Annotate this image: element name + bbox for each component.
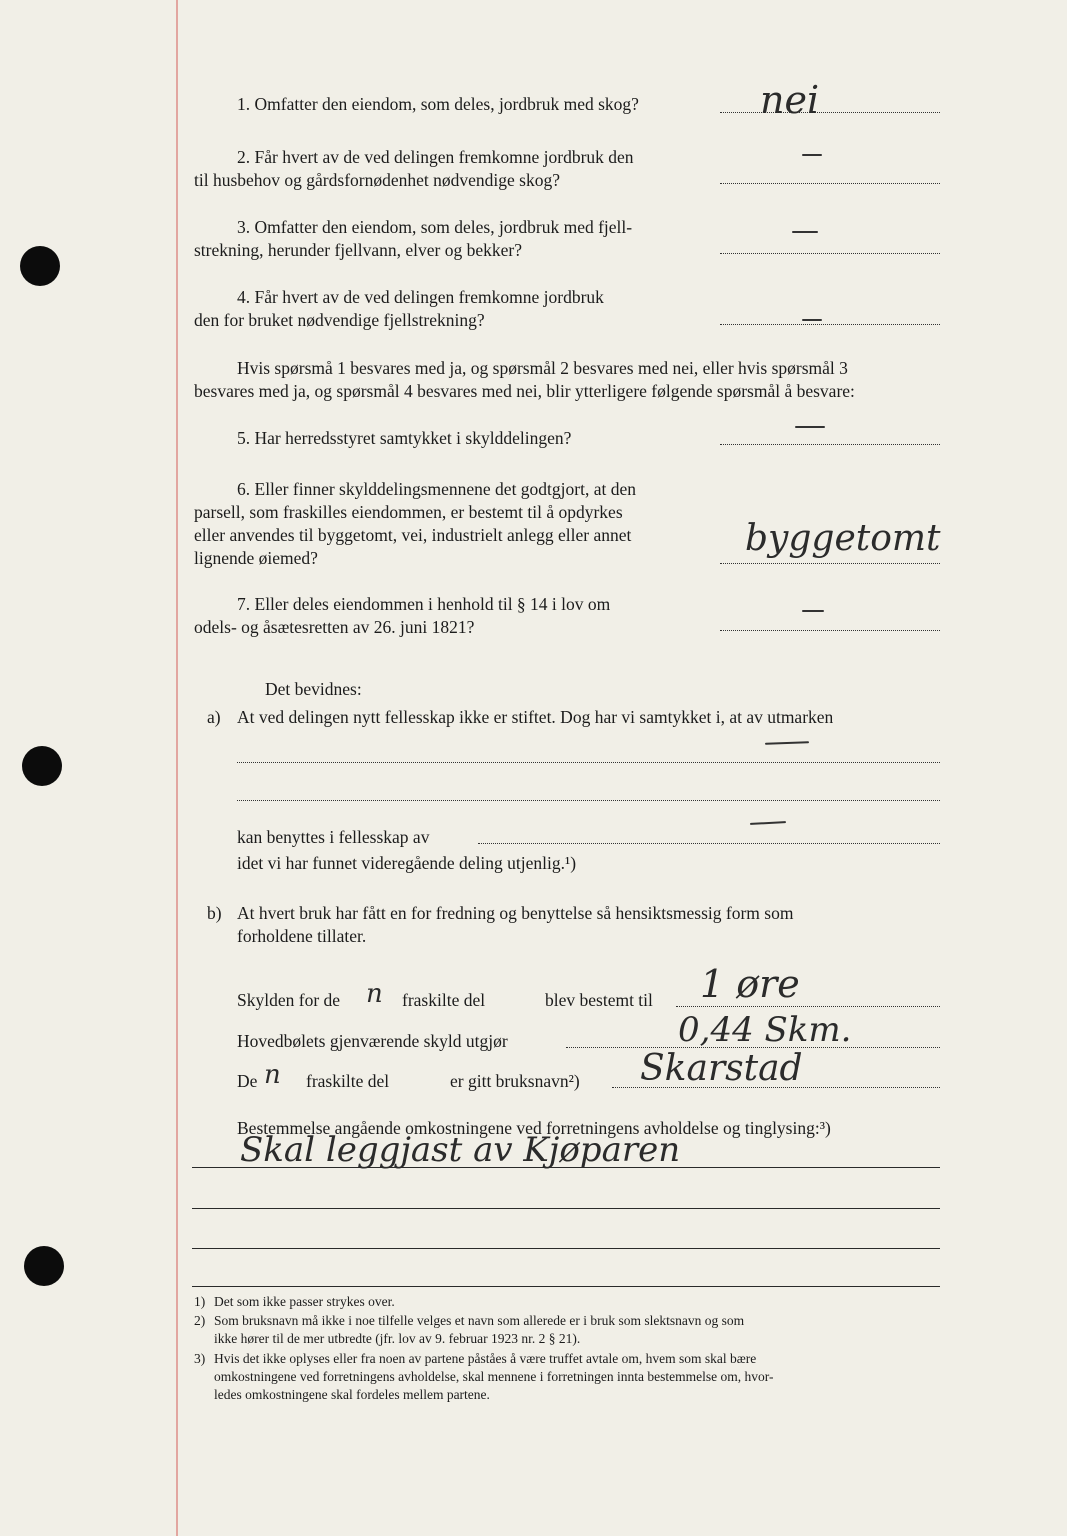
assessed-value-label-3: blev bestemt til	[545, 990, 653, 1010]
item-a-marker: a)	[207, 707, 221, 727]
question-3: 3. Omfatter den eiendom, som deles, jordbruk med fjell-	[237, 217, 633, 237]
item-a-text: At ved delingen nytt fellesskap ikke er stiftet. Dog har vi samtykket i, at av utmarken	[237, 707, 834, 727]
punch-hole	[22, 746, 62, 786]
footnote-marker: 2)	[194, 1313, 206, 1328]
answer-6: byggetomt	[745, 518, 941, 559]
remaining-value: 0,44 Skm.	[678, 1010, 852, 1050]
footnote-2: Som bruksnavn må ikke i noe tilfelle velges et navn som allerede er i bruk som slektsnavn og som	[214, 1313, 745, 1328]
footnote-3-cont: omkostningene ved forretningens avholdelse, skal mennene i forretningen innta bestemmelse om, hvor-	[214, 1369, 774, 1384]
item-a-reason: idet vi har funnet videregående deling utjenlig.¹)	[237, 853, 577, 873]
answer-7-dash	[802, 610, 824, 612]
question-6-cont: lignende øiemed?	[194, 548, 318, 568]
property-name-suffix: n	[264, 1060, 281, 1090]
cost-clause-answer: Skal leggjast av Kjøparen	[240, 1130, 681, 1170]
item-b-text: At hvert bruk har fått en for fredning og benyttelse så hensiktsmessig form som	[237, 903, 794, 923]
footnote-separator	[192, 1286, 940, 1287]
blank-line	[237, 762, 940, 763]
blank-line	[192, 1248, 940, 1249]
blank-line	[237, 800, 940, 801]
assessed-value-label-2: fraskilte del	[402, 990, 486, 1010]
question-7-cont: odels- og åsætesretten av 26. juni 1821?	[194, 617, 475, 637]
item-b-text-cont: forholdene tillater.	[237, 926, 367, 946]
item-a-dash	[750, 821, 786, 825]
answer-2-dash	[802, 154, 822, 156]
item-a-shared-use: kan benyttes i fellesskap av	[237, 827, 430, 847]
margin-rule	[176, 0, 178, 1536]
question-2: 2. Får hvert av de ved delingen fremkomne jordbruk den	[237, 147, 634, 167]
answer-line	[720, 253, 940, 254]
footnote-3: Hvis det ikke oplyses eller fra noen av partene påståes å være truffet avtale om, hvem som skal bære	[214, 1351, 757, 1366]
answer-line	[720, 112, 940, 113]
question-6-cont: eller anvendes til byggetomt, vei, industrielt anlegg eller annet	[194, 525, 632, 545]
answer-line	[676, 1006, 940, 1007]
assessed-value: 1 øre	[700, 962, 800, 1006]
footnote-3-cont: ledes omkostningene skal fordeles mellem partene.	[214, 1387, 490, 1402]
question-4: 4. Får hvert av de ved delingen fremkomne jordbruk	[237, 287, 604, 307]
property-name-label-3: er gitt bruksnavn²)	[450, 1071, 580, 1091]
assessed-value-label: Skylden for de	[237, 990, 341, 1010]
footnote-1: Det som ikke passer strykes over.	[214, 1294, 395, 1309]
footnote-marker: 3)	[194, 1351, 206, 1366]
remaining-value-label: Hovedbølets gjenværende skyld utgjør	[237, 1031, 508, 1051]
item-a-dash	[765, 741, 809, 745]
property-name-label: De	[237, 1071, 258, 1091]
answer-line	[720, 183, 940, 184]
blank-line	[192, 1208, 940, 1209]
answer-3-dash	[792, 231, 818, 233]
footnote-2-cont: ikke hører til de mer utbredte (jfr. lov av 9. februar 1923 nr. 2 § 21).	[214, 1331, 581, 1346]
answer-line	[720, 563, 940, 564]
item-b-marker: b)	[207, 903, 222, 923]
question-5: 5. Har herredsstyret samtykket i skylddelingen?	[237, 428, 572, 448]
answer-line	[478, 843, 940, 844]
punch-hole	[20, 246, 60, 286]
property-name: Skarstad	[640, 1048, 803, 1089]
assessed-value-suffix: n	[366, 979, 383, 1009]
answer-line	[720, 324, 940, 325]
question-4-cont: den for bruket nødvendige fjellstrekning?	[194, 310, 485, 330]
attestation-heading: Det bevidnes:	[265, 679, 362, 699]
question-1: 1. Omfatter den eiendom, som deles, jordbruk med skog?	[237, 94, 639, 114]
answer-4-dash	[802, 319, 822, 321]
question-6-cont: parsell, som fraskilles eiendommen, er bestemt til å opdyrkes	[194, 502, 623, 522]
footnote-marker: 1)	[194, 1294, 206, 1309]
cost-clause-label: Bestemmelse angående omkostningene ved forretningens avholdelse og tinglysing:³)	[237, 1118, 831, 1138]
question-2-cont: til husbehov og gårdsfornødenhet nødvendige skog?	[194, 170, 560, 190]
property-name-label-2: fraskilte del	[306, 1071, 390, 1091]
question-3-cont: strekning, herunder fjellvann, elver og bekker?	[194, 240, 522, 260]
question-7: 7. Eller deles eiendommen i henhold til § 14 i lov om	[237, 594, 611, 614]
answer-line	[720, 630, 940, 631]
answer-5-dash	[795, 426, 825, 428]
question-6: 6. Eller finner skylddelingsmennene det godtgjort, at den	[237, 479, 636, 499]
condition-paragraph: Hvis spørsmå 1 besvares med ja, og spørsmål 2 besvares med nei, eller hvis spørsmål 3	[237, 358, 848, 378]
answer-1: nei	[760, 78, 820, 122]
answer-line	[720, 444, 940, 445]
punch-hole	[24, 1246, 64, 1286]
condition-paragraph-cont: besvares med ja, og spørsmål 4 besvares med nei, blir ytterligere følgende spørsmål å besvare:	[194, 381, 855, 401]
